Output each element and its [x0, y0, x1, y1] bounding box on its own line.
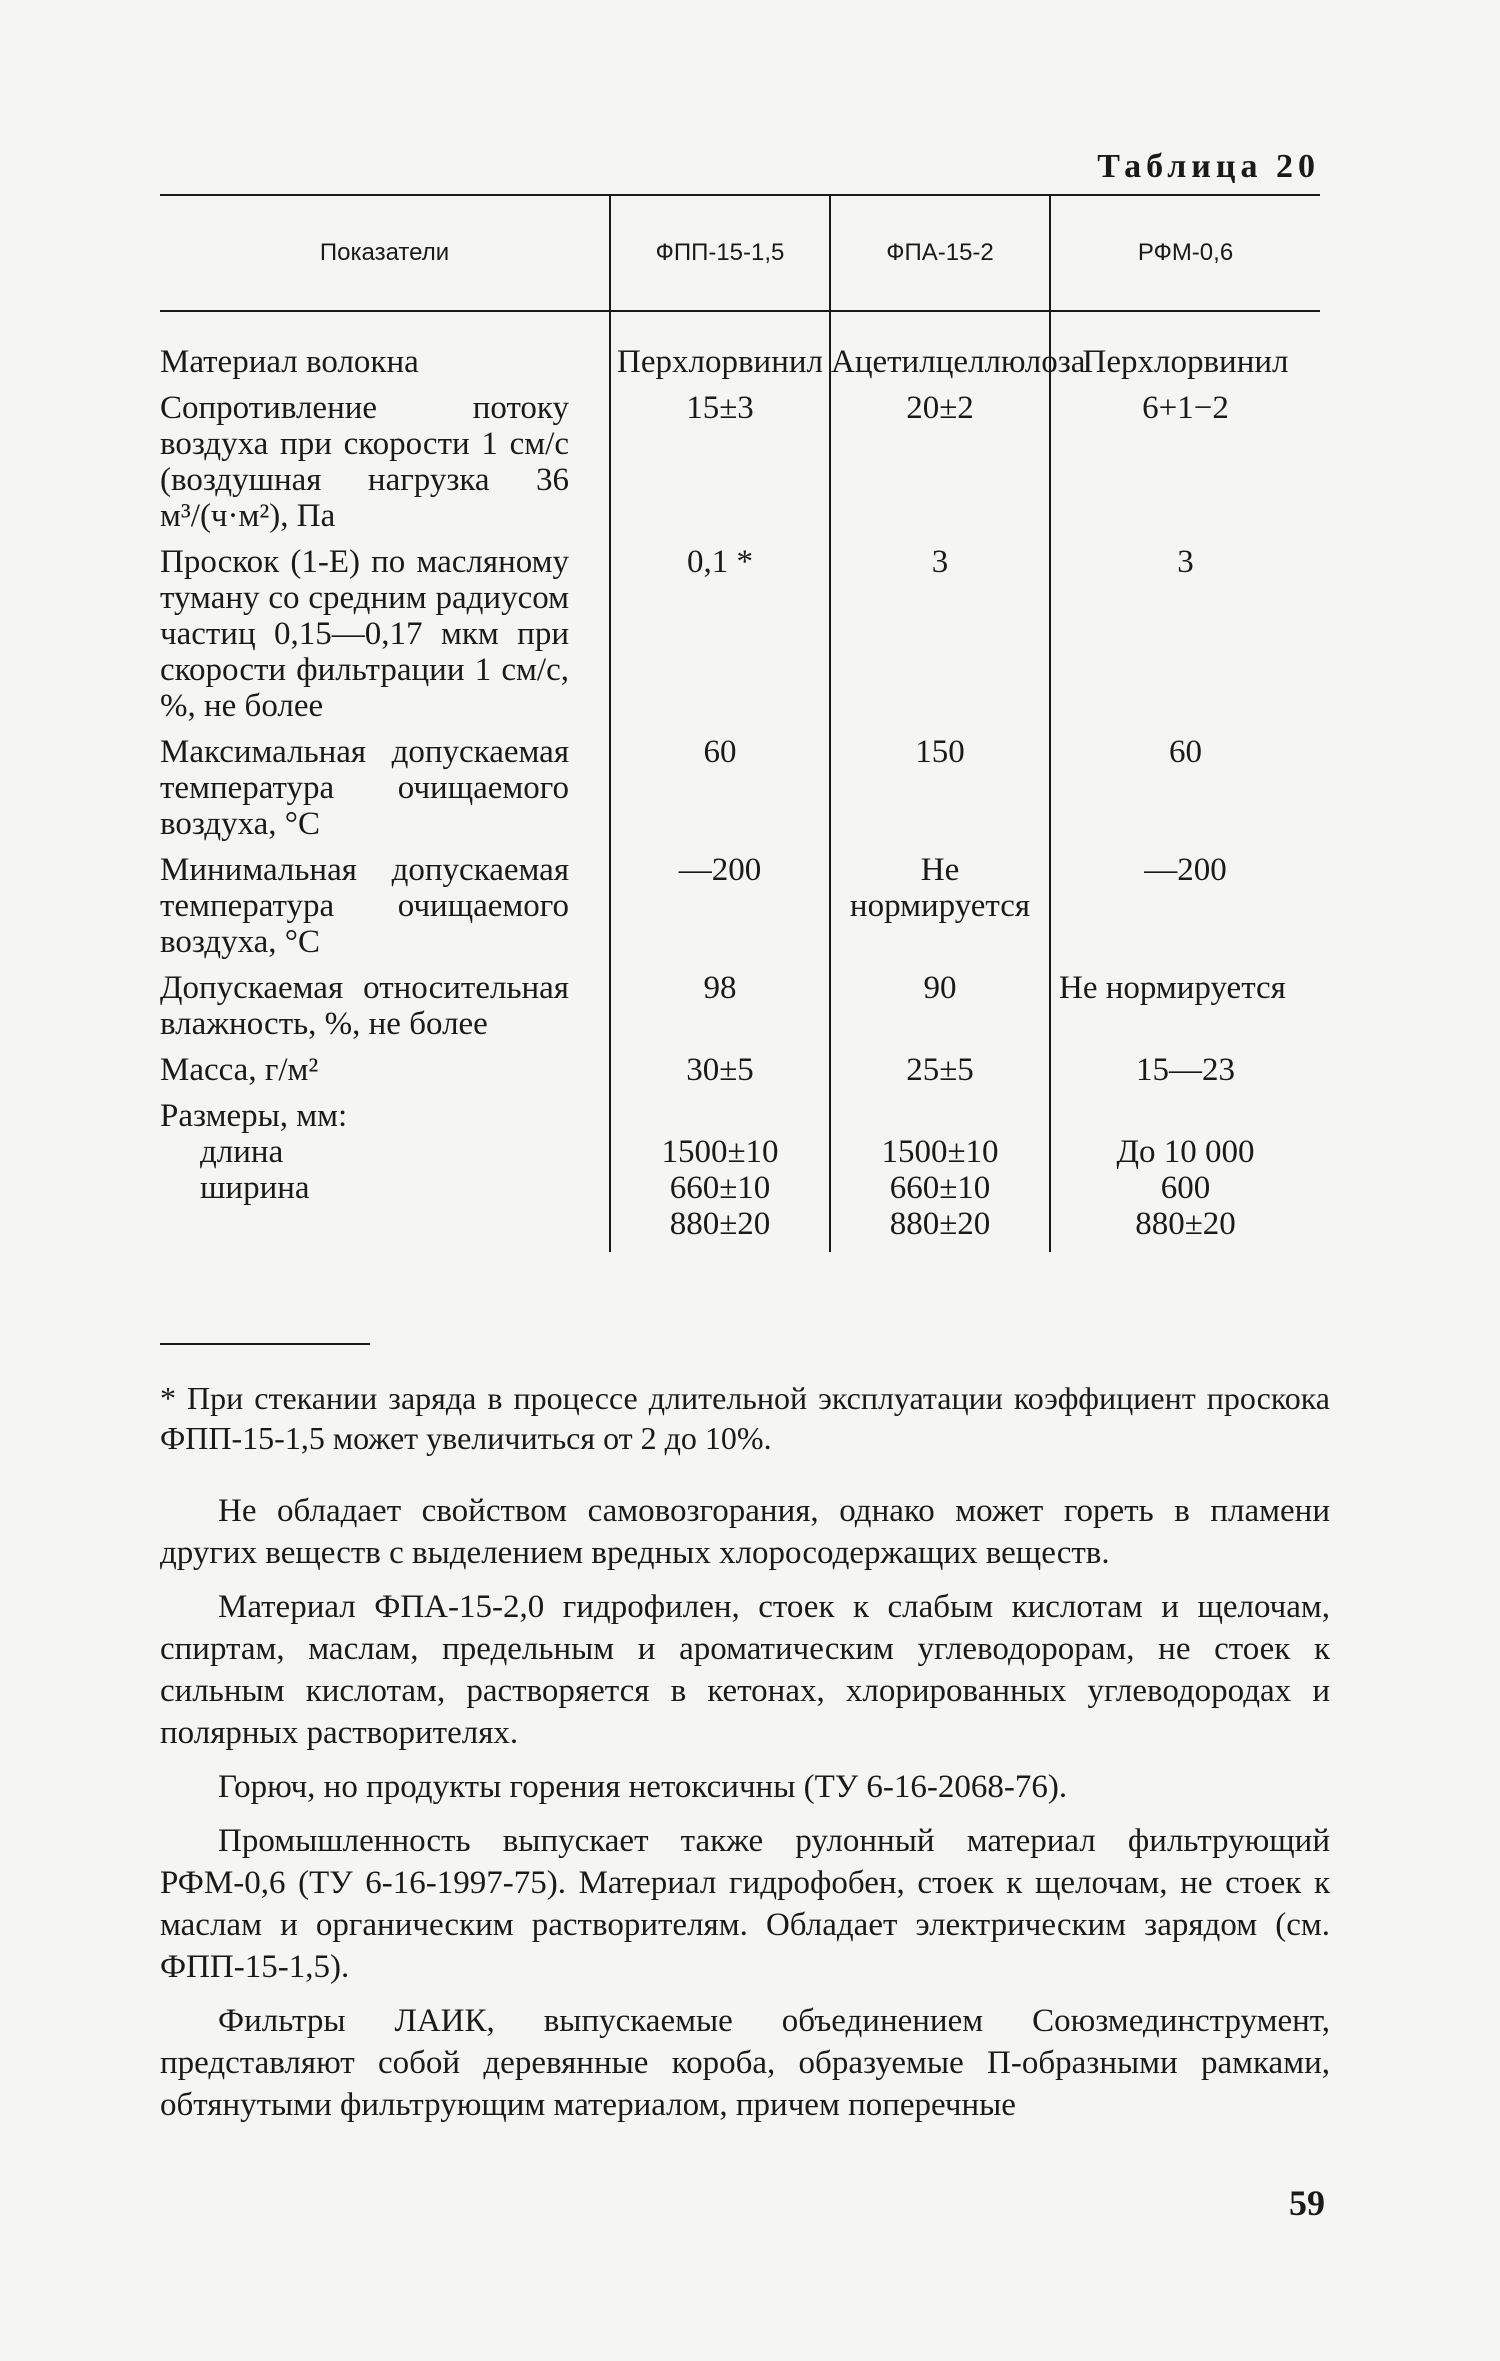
cell-fpp: 30±5 — [610, 1042, 830, 1088]
cell-fpa: Не нормируется — [830, 842, 1050, 960]
cell-fpp: Перхлорвинил — [610, 311, 830, 380]
table-row — [160, 842, 1320, 960]
paragraph: Промышленность выпускает также рулонный материал фильтрующий РФМ-0,6 (ТУ 6-16-1997-75). Материал гидрофобен, стоек к щелочам, не стоек к маслам и органическим растворителям. Обладает электрическим зарядом (см. ФПП-15-1,5). — [160, 1823, 1330, 1985]
size-value: 880±20 — [889, 1206, 991, 1242]
size-value: 1500±10 — [661, 1134, 779, 1170]
size-value: До 10 000 — [1116, 1134, 1255, 1170]
cell-fpa: 150 — [830, 724, 1050, 842]
header-fpa: ФПА-15-2 — [830, 195, 1050, 311]
cell-fpa: 20±2 — [830, 380, 1050, 534]
header-rfm: РФМ-0,6 — [1050, 195, 1320, 311]
row-label: Допускаемая относительная влажность, %, не более — [160, 970, 569, 1042]
cell-fpa: 90 — [830, 960, 1050, 1042]
cell-rfm: Перхлорвинил — [1050, 311, 1320, 380]
footnote-divider — [160, 1343, 370, 1345]
row-label — [160, 1088, 610, 1252]
row-label: Масса, г/м² — [160, 1052, 319, 1088]
body-text — [160, 1490, 1330, 2138]
size-value: 880±20 — [669, 1206, 771, 1242]
cell-rfm: 15—23 — [1050, 1042, 1320, 1088]
table-caption: Таблица 20 — [1097, 148, 1320, 185]
size-value: 660±10 — [889, 1170, 991, 1206]
paragraph: Горюч, но продукты горения нетоксичны (ТУ 6-16-2068-76). — [218, 1769, 1068, 1805]
paragraph: Не обладает свойством самовозгорания, однако может гореть в пламени других веществ с выделением вредных хлоросодержащих веществ. — [160, 1493, 1330, 1571]
table-row — [160, 534, 1320, 724]
table-row — [160, 724, 1320, 842]
row-label: Минимальная допускаемая температура очищаемого воздуха, °С — [160, 852, 569, 960]
cell-rfm: 6+1−2 — [1050, 380, 1320, 534]
cell-fpa: 25±5 — [830, 1042, 1050, 1088]
header-indicators: Показатели — [319, 239, 450, 266]
table-row — [160, 960, 1320, 1042]
size-value: 600 — [1160, 1170, 1211, 1206]
table-row — [160, 380, 1320, 534]
cell-rfm — [1050, 1088, 1320, 1252]
cell-fpp — [610, 1088, 830, 1252]
sizes-label: Размеры, мм: — [160, 1098, 348, 1134]
page-number: 59 — [1289, 2183, 1325, 2223]
table-row-sizes — [160, 1088, 1320, 1252]
cell-rfm: 3 — [1050, 534, 1320, 724]
cell-fpp: 15±3 — [610, 380, 830, 534]
row-label: Проскок (1-Е) по масляному туману со средним радиусом частиц 0,15—0,17 мкм при скорости фильтрации 1 см/с, %, не более — [160, 544, 569, 724]
cell-rfm: —200 — [1050, 842, 1320, 960]
row-label: Материал волокна — [160, 344, 419, 380]
paragraph: Материал ФПА-15-2,0 гидрофилен, стоек к слабым кислотам и щелочам, спиртам, маслам, предельным и ароматическим углеводорорам, не стоек к сильным кислотам, растворяется в кетонах, хлорированных углеводородах и полярных растворителях. — [160, 1589, 1330, 1751]
cell-fpp: —200 — [610, 842, 830, 960]
size-value: 880±20 — [1135, 1206, 1236, 1242]
row-label: Максимальная допускаемая температура очищаемого воздуха, °С — [160, 734, 569, 842]
cell-fpp: 0,1 * — [610, 534, 830, 724]
cell-fpp: 60 — [610, 724, 830, 842]
cell-rfm: Не нормируется — [1050, 960, 1320, 1042]
table-row — [160, 1042, 1320, 1088]
table-row — [160, 311, 1320, 380]
footnote: * При стекании заряда в процессе длительной эксплуатации коэффициент проскока ФПП-15-1,5 может увеличиться от 2 до 10%. — [160, 1380, 1330, 1456]
length-label: длина — [200, 1134, 284, 1170]
cell-fpp: 98 — [610, 960, 830, 1042]
header-fpp: ФПП-15-1,5 — [610, 195, 830, 311]
row-label: Сопротивление потоку воздуха при скорости 1 см/с (воздушная нагрузка 36 м³/(ч·м²), Па — [160, 390, 569, 534]
size-value: 1500±10 — [881, 1134, 999, 1170]
cell-rfm: 60 — [1050, 724, 1320, 842]
cell-fpa: 3 — [830, 534, 1050, 724]
paragraph: Фильтры ЛАИК, выпускаемые объединением Союзмединструмент, представляют собой деревянные короба, образуемые П-образными рамками, обтянутыми фильтрующим материалом, причем поперечные — [160, 2003, 1330, 2123]
specs-table — [160, 194, 1320, 1252]
table-header-row — [160, 195, 1320, 311]
width-label: ширина — [200, 1170, 310, 1206]
cell-fpa — [830, 1088, 1050, 1252]
size-value: 660±10 — [669, 1170, 771, 1206]
cell-fpa: Ацетилцеллюлоза — [830, 311, 1050, 380]
